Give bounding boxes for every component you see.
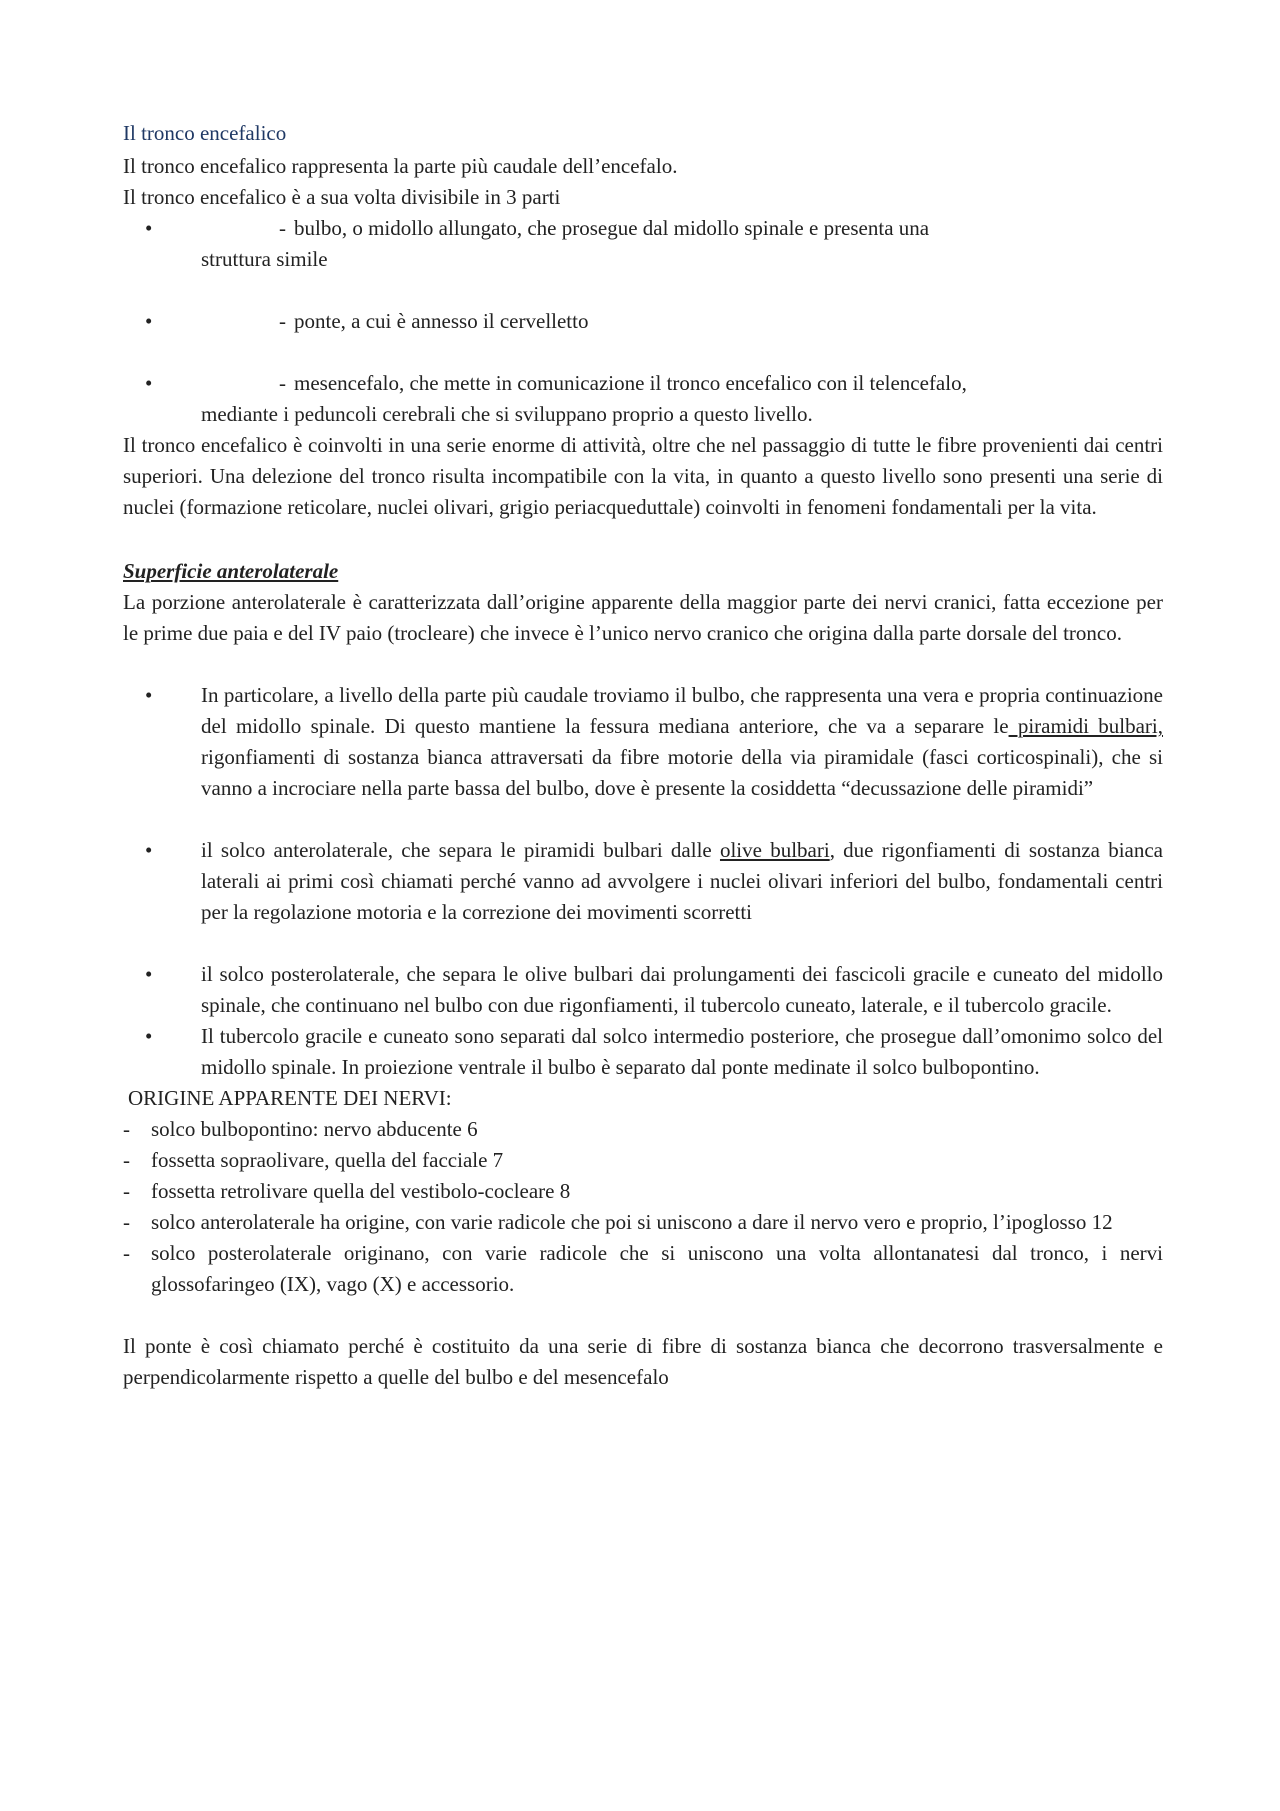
paragraph: Il ponte è così chiamato perché è costituito da una serie di fibre di sostanza bianca che decorrono trasversalmente e perpendicolarmente rispetto a quelle del bulbo e del mesencefalo [123,1334,1163,1389]
part-text: mesencefalo, che mette in comunicazione il tronco encefalico con il telencefalo, [294,371,967,395]
list-item: - fossetta retrolivare quella del vestibolo-cocleare 8 [123,1176,1163,1207]
bullet-icon: • [145,216,153,240]
document-body [123,118,1163,1393]
bullet-icon: • [145,838,153,862]
section-heading: Superficie anterolaterale [123,559,339,583]
part-text: bulbo, o midollo allungato, che prosegue dal midollo spinale e presenta una [294,216,930,240]
dash-icon: - [279,309,286,333]
bullet-icon: • [145,309,153,333]
bullet-icon: • [145,1024,153,1048]
list-item: • In particolare, a livello della parte più caudale troviamo il bulbo, che rappresenta una vera e propria continuazione del midollo spinale. Di questo mantiene la fessura mediana anteriore, che va a separare le piramidi bulbari, rigonfiamenti di sostanza bianca attraversati da fibre motorie della via piramidale (fasci corticospinali), che si vanno a incrociare nella parte bassa del bulbo, dove è presente la cosiddetta “decussazione delle piramidi” [123,680,1163,804]
dash-icon: - [279,216,286,240]
paragraph: Il tronco encefalico è coinvolti in una serie enorme di attività, oltre che nel passaggio di tutte le fibre provenienti dai centri superiori. Una delezione del tronco risulta incompatibile con la vita, in quanto a questo livello sono presenti una serie di nuclei (formazione reticolare, nuclei olivari, grigio periacqueduttale) coinvolti in fenomeni fondamentali per la vita. [123,433,1163,519]
intro-line: Il tronco encefalico è a sua volta divisibile in 3 parti [123,185,561,209]
list-item: - fossetta sopraolivare, quella del facciale 7 [123,1145,1163,1176]
list-item [123,306,1163,337]
bullet-icon: • [145,962,153,986]
origin-heading: ORIGINE APPARENTE DEI NERVI: [128,1086,452,1110]
page-title: Il tronco encefalico [123,121,287,145]
list-item: - solco anterolaterale ha origine, con varie radicole che poi si uniscono a dare il nervo vero e proprio, l’ipoglosso 12 [123,1207,1163,1238]
dash-icon: - [123,1117,130,1141]
list-item [123,368,1163,430]
underlined-term: olive bulbari [719,838,830,862]
bullet-icon: • [145,371,153,395]
bullet-icon: • [145,683,153,707]
part-text-continued: mediante i peduncoli cerebrali che si sviluppano proprio a questo livello. [201,402,813,426]
origin-list [123,1114,1163,1300]
part-text: ponte, a cui è annesso il cervelletto [294,309,589,333]
part-text-continued: struttura simile [201,247,328,271]
list-item: • il solco posterolaterale, che separa le olive bulbari dai prolungamenti dei fascicoli gracile e cuneato del midollo spinale, che continuano nel bulbo con due rigonfiamenti, il tubercolo cuneato, laterale, e il tubercolo gracile. [123,959,1163,1021]
dash-icon: - [123,1241,130,1265]
dash-icon: - [123,1210,130,1234]
parts-list [123,213,1163,430]
anatomy-list [123,680,1163,1083]
list-item: • Il tubercolo gracile e cuneato sono separati dal solco intermedio posteriore, che prosegue dall’omonimo solco del midollo spinale. In proiezione ventrale il bulbo è separato dal ponte medinate il solco bulbopontino. [123,1021,1163,1083]
dash-icon: - [123,1148,130,1172]
list-item [123,213,1163,275]
dash-icon: - [279,371,286,395]
underlined-term: piramidi bulbari, [1008,714,1164,738]
intro-line: Il tronco encefalico rappresenta la parte più caudale dell’encefalo. [123,154,678,178]
list-item: - solco bulbopontino: nervo abducente 6 [123,1114,1163,1145]
list-item: • il solco anterolaterale, che separa le piramidi bulbari dalle olive bulbari, due rigonfiamenti di sostanza bianca laterali ai primi così chiamati perché vanno ad avvolgere i nuclei olivari inferiori del bulbo, fondamentali centri per la regolazione motoria e la correzione dei movimenti scorretti [123,835,1163,928]
dash-icon: - [123,1179,130,1203]
paragraph: La porzione anterolaterale è caratterizzata dall’origine apparente della maggior parte dei nervi cranici, fatta eccezione per le prime due paia e del IV paio (trocleare) che invece è l’unico nervo cranico che origina dalla parte dorsale del tronco. [123,590,1163,645]
list-item: - solco posterolaterale originano, con varie radicole che si uniscono una volta allontanatesi dal tronco, i nervi glossofaringeo (IX), vago (X) e accessorio. [123,1238,1163,1300]
